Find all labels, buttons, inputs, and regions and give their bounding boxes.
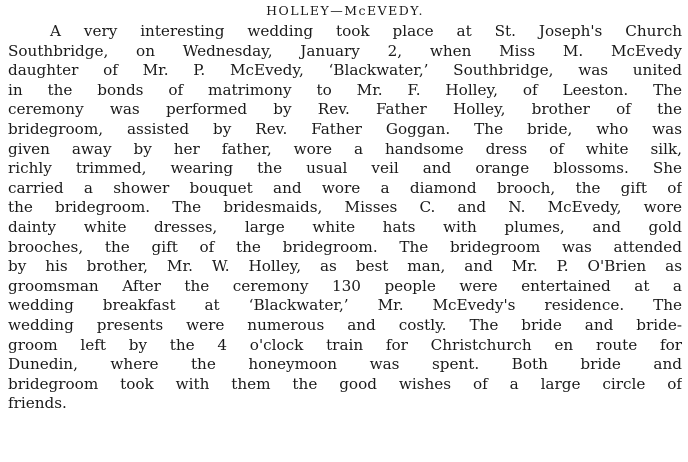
article-line: wedding presents were numerous and costly. The bride and bride- — [8, 315, 682, 334]
article-line: groomsman After the ceremony 130 people were entertained at a — [8, 276, 682, 295]
article-line: groom left by the 4 o'clock train for Christchurch en route for — [8, 335, 682, 354]
article-line: bridegroom, assisted by Rev. Father Goggan. The bride, who was — [8, 119, 682, 138]
article-line: carried a shower bouquet and wore a diamond brooch, the gift of — [8, 178, 682, 197]
article-line: Dunedin, where the honeymoon was spent. Both bride and — [8, 355, 682, 374]
article-line: friends. — [8, 394, 67, 413]
article-line: by his brother, Mr. W. Holley, as best man, and Mr. P. O'Brien as — [8, 257, 682, 276]
article-line: wedding breakfast at ‘Blackwater,’ Mr. McEvedy's residence. The — [8, 296, 682, 315]
article-line: Southbridge, on Wednesday, January 2, when Miss M. McEvedy — [8, 41, 682, 60]
article-line: daughter of Mr. P. McEvedy, ‘Blackwater,’ Southbridge, was united — [8, 61, 682, 80]
article-line: dainty white dresses, large white hats with plumes, and gold — [8, 217, 682, 236]
article-line: in the bonds of matrimony to Mr. F. Holley, of Leeston. The — [8, 80, 682, 99]
article — [8, 2, 682, 414]
article-line: richly trimmed, wearing the usual veil and orange blossoms. She — [8, 159, 682, 178]
article-line: bridegroom took with them the good wishes of a large circle of — [8, 374, 682, 393]
article-headline: HOLLEY—McEVEDY. — [266, 3, 424, 18]
article-line: brooches, the gift of the bridegroom. The bridegroom was attended — [8, 237, 682, 256]
article-body — [8, 22, 682, 414]
article-line: the bridegroom. The bridesmaids, Misses C. and N. McEvedy, wore — [8, 198, 682, 217]
article-line: A very interesting wedding took place at St. Joseph's Church — [50, 22, 682, 40]
article-line: given away by her father, wore a handsome dress of white silk, — [8, 139, 682, 158]
article-line: ceremony was performed by Rev. Father Holley, brother of the — [8, 100, 682, 119]
